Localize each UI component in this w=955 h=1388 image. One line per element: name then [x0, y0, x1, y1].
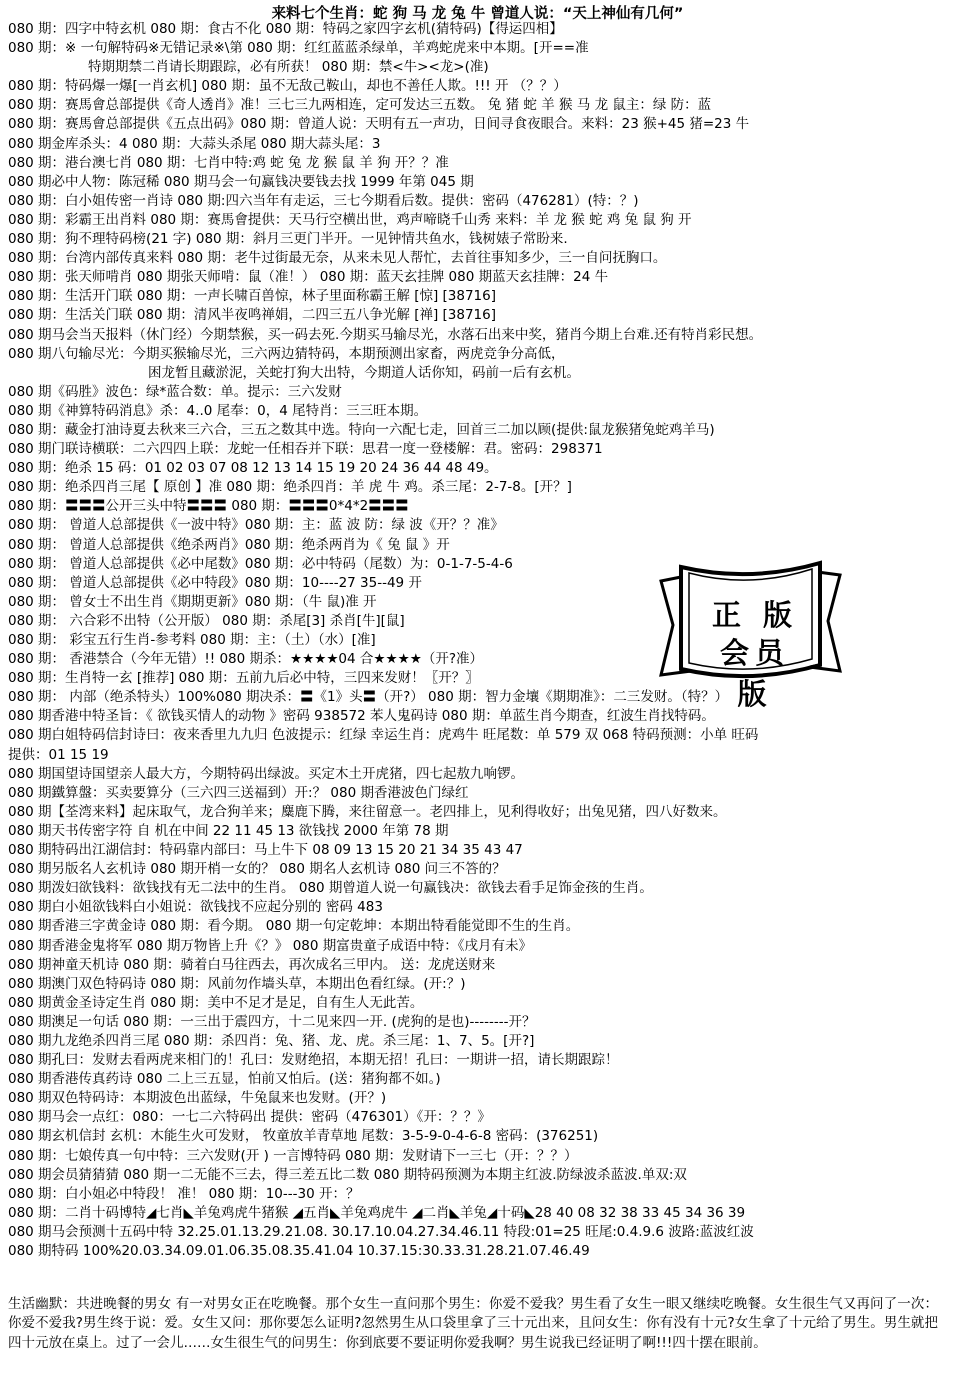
text-line: 080 期：台湾内部传真来料 080 期：老牛过街最无奈，从来未见人帮忙，去首往事知多少，三一自问抚胸口。	[8, 250, 667, 267]
page-title: 来料七个生肖：蛇 狗 马 龙 兔 牛 曾道人说：“天上神仙有几何”	[271, 6, 684, 22]
text-line: 080 期：赛馬會总部提供《奇人透肖》准！三七三九两相连，定可发达三五数。 兔 猪 蛇 羊 猴 马 龙 鼠主：绿 防：蓝	[8, 97, 712, 114]
text-line: 080 期必中人物：陈冠稀 080 期马会一句赢钱决要钱去找 1999 年第 045 期	[8, 173, 474, 190]
humor-paragraph: 生活幽默：共进晚餐的男女 有一对男女正在吃晚餐。那个女生一直问那个男生：你爱不爱我？男生看了女生一眼又继续吃晚餐。女生很生气又再问了一次：你爱不爱我?男生终于说：爱。女生又问：那你要怎么证明?忽然男生从口袋里拿了三十元出来，且问女生：你有没有十元?女生拿了十元给了男生。男生就把四十元放在桌上。过了一会儿……女生很生气的问男生：你到底要不要证明你爱我啊？男生说我已经证明了啊!!!四十摆在眼前。	[8, 1296, 938, 1351]
text-line: 080 期：生肖特一玄 [推荐] 080 期：五前九后必中特，三四来发财！〖开？〗	[8, 670, 479, 687]
text-line: 080 期香港金鬼将军 080 期万物皆上升《？》 080 期富贵童子成语中特：《戌月有未》	[8, 937, 533, 954]
text-line: 080 期特码出江湖信封：特码靠内部曰：马上牛下 08 09 13 15 20 21 34 35 43 47	[8, 842, 523, 859]
text-line: 080 期澳足一句话 080 期：一三出于震四方，十二见来四一开. (虎狗的是也)--------开？	[8, 1013, 536, 1030]
text-line: 080 期：港台澳七肖 080 期：七肖中特:鸡 蛇 兔 龙 猴 鼠 羊 狗 开？？准	[8, 154, 449, 171]
text-line: 080 期天书传密字符 自 机在中间 22 11 45 13 欲钱找 2000 年第 78 期	[8, 822, 449, 839]
text-line: 080 期国望诗国望亲人最大方，今期特码出绿波。买定木土开虎猪，四七起敖九响锣。	[8, 765, 525, 782]
text-line: 080 期马会一点红：080：一七二六特码出 提供：密码（476301）《开：？？》	[8, 1109, 491, 1126]
text-line: 080 期：四字中特玄机 080 期：食古不化 080 期：特码之家四字玄机(猜特码)【得运四相】	[8, 21, 563, 37]
text-line: 080 期：白小姐传密一肖诗 080 期:四六当年有走运，三七今期看后数。提供：密码（476281）(特：？)	[8, 192, 639, 209]
text-line: 080 期澳门双色特码诗 080 期：风前勿作墙头草，本期出色看红绿。(开:？)	[8, 975, 466, 992]
text-line: 080 期孔曰：发财去看两虎来相门的！孔曰：发财绝招，本期无招！孔曰：一期讲一招，请长期跟踪！	[8, 1052, 619, 1069]
text-line: 080 期：※ 一句解特码※无错记录※\第 080 期：红红蓝蓝杀绿单，羊鸡蛇虎来中本期。[开==准	[8, 40, 589, 57]
text-line: 080 期香港传真药诗 080 二上三五显，怕前又怕后。(送：猪狗都不如。)	[8, 1071, 441, 1088]
text-line: 080 期马会当天报料（休门经）今期禁猴，买一码去死.今期买马输尽光，水落石出来中奖，猪肖今期上台难.还有特肖彩民想。	[8, 326, 763, 343]
text-line: 080 期双色特码诗：本期波色出蓝绿，牛兔鼠来也发财。(开？)	[8, 1090, 387, 1107]
text-line: 080 期：七娘传真一句中特：三六发财(开 ) 一言博特码 080 期：发财请下一三七（开：？？）	[8, 1147, 578, 1164]
text-line: 080 期【荃湾来料】起床取气，龙合狗羊来；麋鹿下腾，来往留意一。老四排上，见利得收好；出兔见猪，四八好数来。	[8, 803, 727, 820]
text-line: 080 期：藏金打油诗夏去秋来三六合，三五之数其中选。特向一六配七走，回首三二加以顾(提供:鼠龙猴猪兔蛇鸡羊马)	[8, 421, 715, 438]
text-line: 080 期香港中特圣旨：《 欲钱买情人的动物 》密码 938572 苯人鬼码诗 080 期：单蓝生肖今期查，红波生肖找特码。	[8, 708, 715, 725]
text-line: 080 期：生活关门联 080 期：清风半夜鸣禅娟，二四三五八争光解 [禅] [38716]	[8, 307, 497, 324]
text-line: 080 期： 曾道人总部提供《必中尾数》080 期：必中特码（尾数）为：0-1-7-5-4-6	[8, 555, 513, 572]
text-line: 080 期鐵算盤：买卖要算分（三六四三送福到）开:？ 080 期香港波色门绿红	[8, 784, 469, 801]
text-line: 080 期： 曾道人总部提供《一波中特》080 期：主：蓝 波 防：绿 波《开？？准》	[8, 517, 504, 534]
text-line: 080 期《神算特码消息》杀：4..0 尾奉：0，4 尾特肖：三三旺本期。	[8, 402, 428, 419]
text-line: 080 期黄金圣诗定生肖 080 期：美中不足才是足，自有生人无此苦。	[8, 994, 424, 1011]
text-line: 080 期八句输尽光：今期买猴输尽光，三六两边猜特码，本期预测出家畜，两虎竞争分高低，	[8, 345, 565, 362]
text-line: 080 期《码胜》波色：绿*蓝合数：单。提示：三六发财	[8, 383, 342, 400]
text-line: 080 期：狗不理特码榜(21 字) 080 期：斜月三更门半开。一见钟情共鱼水，钱树婊子常盼来.	[8, 231, 568, 248]
stamp-line-1: 正 版	[711, 598, 799, 632]
text-line: 080 期马会预测十五码中特 32.25.01.13.29.21.08. 30.17.10.04.27.34.46.11 特段:01=25 旺尾:0.4.9.6 波路:蓝波红波	[8, 1223, 754, 1240]
text-line: 080 期另版名人玄机诗 080 期开梢一女的？ 080 期名人玄机诗 080 问三不答的？	[8, 861, 506, 878]
text-line: 080 期： 香港禁合（今年无错）!! 080 期杀：★★★★04 合★★★★（开?准）	[8, 651, 483, 668]
text-line: 080 期神童天机诗 080 期：骑着白马往西去，再次成名三甲内。 送：龙虎送财来	[8, 956, 496, 973]
text-line: 080 期：张天师啃肖 080 期张天师啃：鼠（准！） 080 期：蓝天玄挂牌 080 期蓝天玄挂牌：24 牛	[8, 269, 609, 286]
stamp-line-2: 会员版	[719, 636, 790, 711]
text-line: 080 期： 彩宝五行生肖-参考料 080 期：主：（土）（水）[准]	[8, 632, 376, 648]
text-line: 特期期禁二肖请长期跟踪，必有所获！ 080 期：禁<牛><龙>(准)	[88, 59, 489, 76]
text-line: 080 期门联诗横联：二六四四上联：龙蛇一任相吞并下联：思君一度一登楼解：君。密码：298371	[8, 441, 603, 458]
text-line: 080 期白小姐欲钱料白小姐说：欲钱找不应起分别的 密码 483	[8, 899, 383, 916]
text-line: 080 期： 曾道人总部提供《绝杀两肖》080 期：绝杀两肖为《 兔 鼠 》开	[8, 536, 450, 553]
text-line: 080 期： 曾道人总部提供《必中特段》080 期：10----27 35--49 开	[8, 574, 422, 591]
text-line: 080 期九龙绝杀四肖三尾 080 期：杀四肖：兔、猪、龙、虎。杀三尾：1、7、5。[开?]	[8, 1032, 535, 1049]
stamp-badge	[643, 553, 858, 711]
text-line: 080 期：〓〓〓公开三头中特〓〓〓 080 期：〓〓〓0*4*2〓〓〓	[8, 498, 409, 515]
text-line: 080 期：绝杀四肖三尾【 原创 】准 080 期：绝杀四肖：羊 虎 牛 鸡。杀三尾：2-7-8。[开？]	[8, 479, 572, 496]
text-line: 080 期白姐特码信封诗曰：夜来香里九九归 色波提示：红绿 幸运生肖：虎鸡牛 旺尾数：单 579 双 068 特码预测：小单 旺码	[8, 727, 759, 744]
text-line: 080 期特码 100%20.03.34.09.01.06.35.08.35.41.04 10.37.15:30.33.31.28.21.07.46.49	[8, 1243, 590, 1259]
text-line: 080 期：生活开门联 080 期：一声长啸百兽惊，林子里面称霸王解 [惊] [38716]	[8, 288, 497, 305]
text-line: 080 期泼妇欲钱料：欲钱找有无二法中的生肖。 080 期曾道人说一句赢钱决：欲钱去看手足饰金孩的生肖。	[8, 880, 653, 897]
text-line: 080 期：绝杀 15 码：01 02 03 07 08 12 13 14 15 19 20 24 36 44 48 49。	[8, 460, 498, 477]
text-line: 提供：01 15 19	[8, 746, 109, 763]
text-line: 080 期香港三字黄金诗 080 期：看今期。 080 期一句定乾坤：本期出特看能觉即不生的生肖。	[8, 918, 580, 935]
text-line: 080 期： 六合彩不出特（公开版） 080 期：杀尾[3] 杀肖[牛][鼠]	[8, 612, 405, 629]
text-line: 080 期：二肖十码博特◢七肖◣羊兔鸡虎牛猪猴 ◢五肖◣羊兔鸡虎牛 ◢二肖◣羊兔◢十码◣28 40 08 32 38 33 45 34 36 39	[8, 1204, 746, 1221]
text-line: 080 期： 内部（绝杀特头）100%080 期决杀：〓《1》头〓（开?） 080 期：智力金壤《期期准》：二三发财。（特？）	[8, 689, 729, 706]
text-line: 080 期：彩霸王出肖料 080 期：赛馬會提供：天马行空横出世，鸡声啼晓千山秀 来料：羊 龙 猴 蛇 鸡 兔 鼠 狗 开	[8, 211, 692, 228]
text-line: 080 期：赛馬會总部提供《五点出码》080 期：曾道人说：天明有五一声功，日间寻食夜眼合。来料：23 猴+45 猪=23 牛	[8, 116, 750, 133]
text-line: 080 期：特码爆一爆[一肖玄机] 080 期：虽不无敌己鞍山，却也不善任人欺。!!! 开 （？？）	[8, 78, 567, 95]
text-line: 困龙暂且藏淤泥，关蛇打狗大出特，今期道人话你知，码前一后有玄机。	[148, 364, 580, 381]
text-line: 080 期：白小姐必中特段！ 准！ 080 期：10---30 开：？	[8, 1185, 360, 1202]
text-line: 080 期会员猜猜猜 080 期一二无能不三去，得三差五比二数 080 期特码预测为本期主红波.防绿波杀蓝波.单双:双	[8, 1166, 687, 1183]
text-line: 080 期金库杀头：4 080 期：大蒜头杀尾 080 期大蒜头尾：3	[8, 135, 381, 152]
text-line: 080 期： 曾女士不出生肖《期期更新》080 期：（牛 鼠)准 开	[8, 593, 377, 610]
text-line: 080 期玄机信封 玄机：木能生火可发财， 牧童放羊青草地 尾数：3-5-9-0-4-6-8 密码：(376251)	[8, 1128, 599, 1145]
